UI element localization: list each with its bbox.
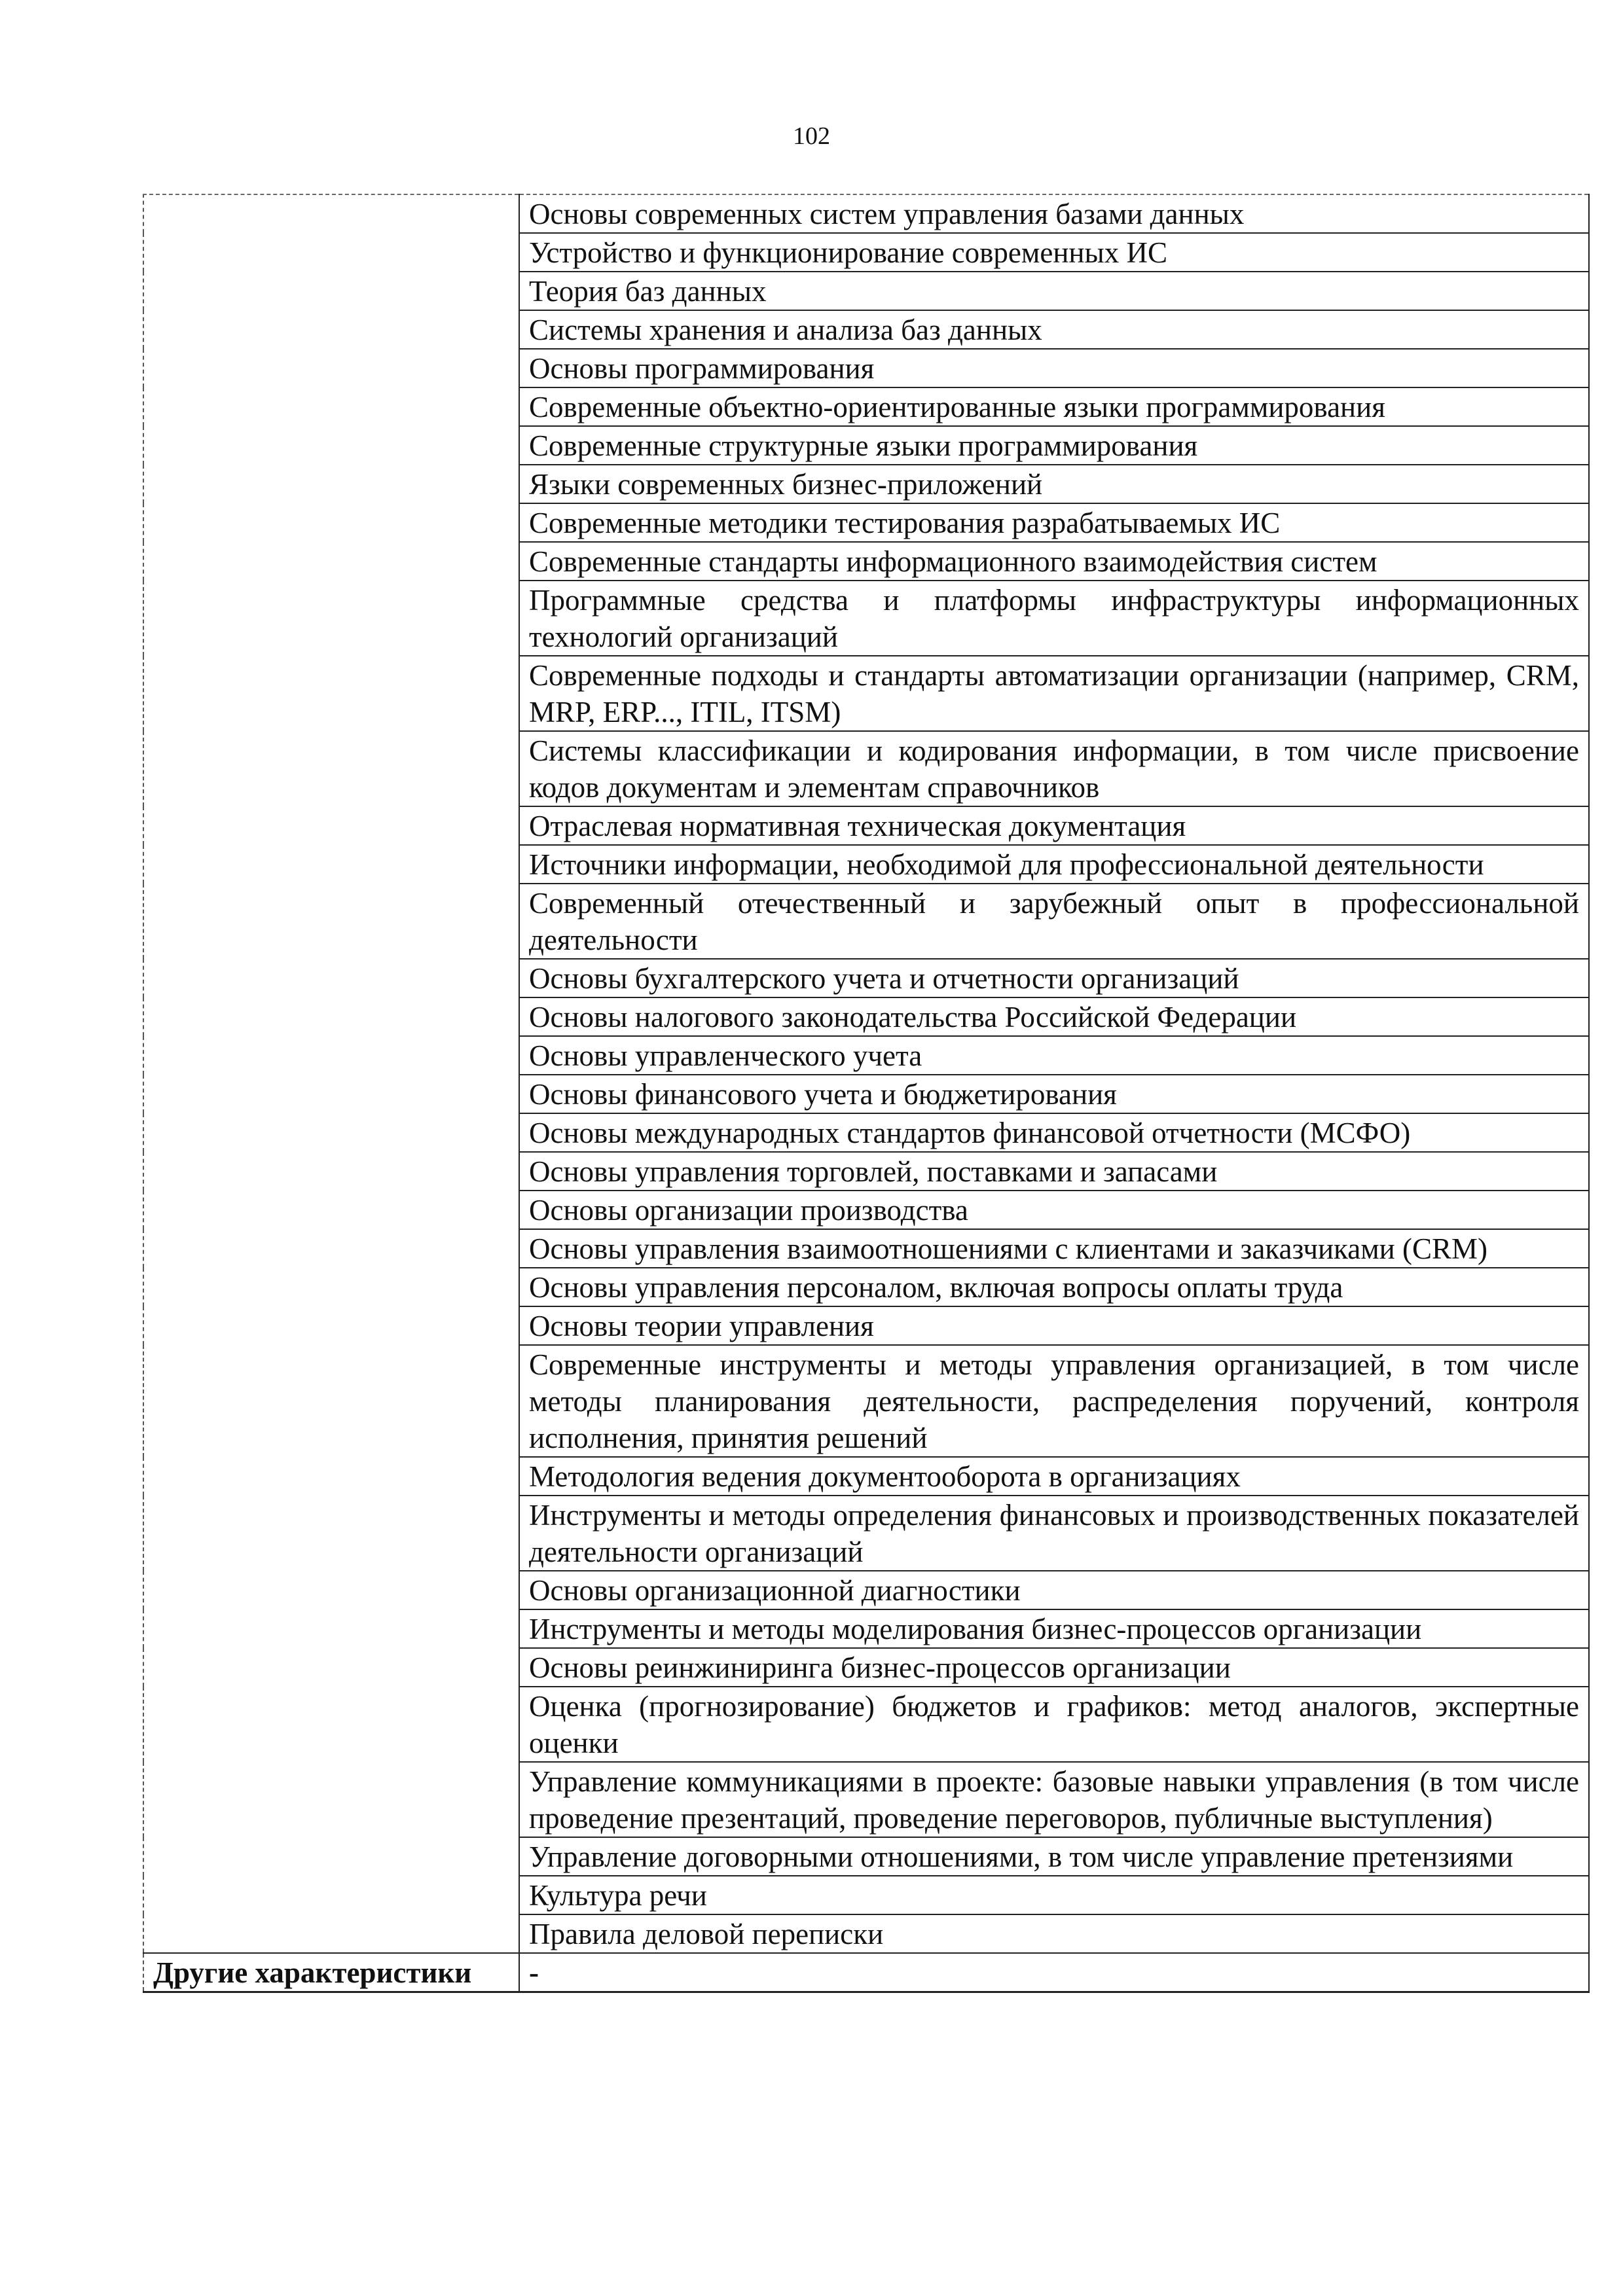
knowledge-item: Отраслевая нормативная техническая документация	[519, 806, 1589, 845]
knowledge-item: Современные инструменты и методы управления организацией, в том числе методы планирования деятельности, распределения поручений, контроля исполнения, принятия решений	[519, 1345, 1589, 1457]
knowledge-item: Правила деловой переписки	[519, 1914, 1589, 1953]
knowledge-item: Современные структурные языки программирования	[519, 426, 1589, 465]
knowledge-item: Инструменты и методы моделирования бизнес-процессов организации	[519, 1609, 1589, 1648]
knowledge-item: Основы международных стандартов финансовой отчетности (МСФО)	[519, 1113, 1589, 1152]
page-number: 102	[793, 122, 830, 150]
knowledge-item: Основы современных систем управления базами данных	[519, 194, 1589, 233]
knowledge-item: Языки современных бизнес-приложений	[519, 465, 1589, 503]
knowledge-item: Основы управленческого учета	[519, 1036, 1589, 1075]
knowledge-item: Культура речи	[519, 1876, 1589, 1914]
knowledge-item: Основы бухгалтерского учета и отчетности организаций	[519, 959, 1589, 997]
knowledge-item: Системы классификации и кодирования информации, в том числе присвоение кодов документам и элементам справочников	[519, 731, 1589, 806]
knowledge-item: Современные объектно-ориентированные языки программирования	[519, 387, 1589, 426]
knowledge-item: Программные средства и платформы инфраструктуры информационных технологий организаций	[519, 581, 1589, 656]
knowledge-item: Управление договорными отношениями, в том числе управление претензиями	[519, 1837, 1589, 1876]
knowledge-item: Основы реинжиниринга бизнес-процессов организации	[519, 1648, 1589, 1687]
knowledge-item: Методология ведения документооборота в организациях	[519, 1457, 1589, 1496]
knowledge-item: Современные методики тестирования разрабатываемых ИС	[519, 503, 1589, 542]
knowledge-item: Основы программирования	[519, 349, 1589, 387]
knowledge-item: Основы налогового законодательства Российской Федерации	[519, 997, 1589, 1036]
knowledge-item: Основы теории управления	[519, 1306, 1589, 1345]
knowledge-item: Основы управления персоналом, включая вопросы оплаты труда	[519, 1268, 1589, 1306]
knowledge-item: Управление коммуникациями в проекте: базовые навыки управления (в том числе проведение презентаций, проведение переговоров, публичные выступления)	[519, 1762, 1589, 1837]
knowledge-item: Современные подходы и стандарты автоматизации организации (например, CRM, MRP, ERP..., ITIL, ITSM)	[519, 656, 1589, 731]
knowledge-item: Основы организационной диагностики	[519, 1571, 1589, 1609]
knowledge-label-cell	[143, 194, 519, 1953]
other-characteristics-section	[143, 1953, 1589, 1992]
knowledge-item: Системы хранения и анализа баз данных	[519, 310, 1589, 349]
knowledge-item: Инструменты и методы определения финансовых и производственных показателей деятельности организаций	[519, 1496, 1589, 1571]
other-characteristics-row	[143, 1953, 1589, 1992]
knowledge-table-body	[143, 194, 1589, 1953]
knowledge-item: Теория баз данных	[519, 272, 1589, 310]
other-characteristics-label: Другие характеристики	[153, 1956, 472, 1989]
knowledge-item: Основы организации производства	[519, 1191, 1589, 1229]
other-characteristics-value: -	[529, 1956, 539, 1989]
knowledge-item: Современный отечественный и зарубежный опыт в профессиональной деятельности	[519, 884, 1589, 959]
knowledge-item: Современные стандарты информационного взаимодействия систем	[519, 542, 1589, 581]
other-characteristics-value-cell	[519, 1953, 1589, 1992]
knowledge-requirements-table	[143, 194, 1590, 1993]
knowledge-item: Основы финансового учета и бюджетирования	[519, 1075, 1589, 1113]
knowledge-item: Оценка (прогнозирование) бюджетов и графиков: метод аналогов, экспертные оценки	[519, 1687, 1589, 1762]
knowledge-item: Основы управления взаимоотношениями с клиентами и заказчиками (CRM)	[519, 1229, 1589, 1268]
other-characteristics-label-cell	[143, 1953, 519, 1992]
knowledge-item: Основы управления торговлей, поставками и запасами	[519, 1152, 1589, 1191]
knowledge-item: Источники информации, необходимой для профессиональной деятельности	[519, 845, 1589, 884]
knowledge-item: Устройство и функционирование современных ИС	[519, 233, 1589, 272]
knowledge-row	[143, 194, 1589, 233]
